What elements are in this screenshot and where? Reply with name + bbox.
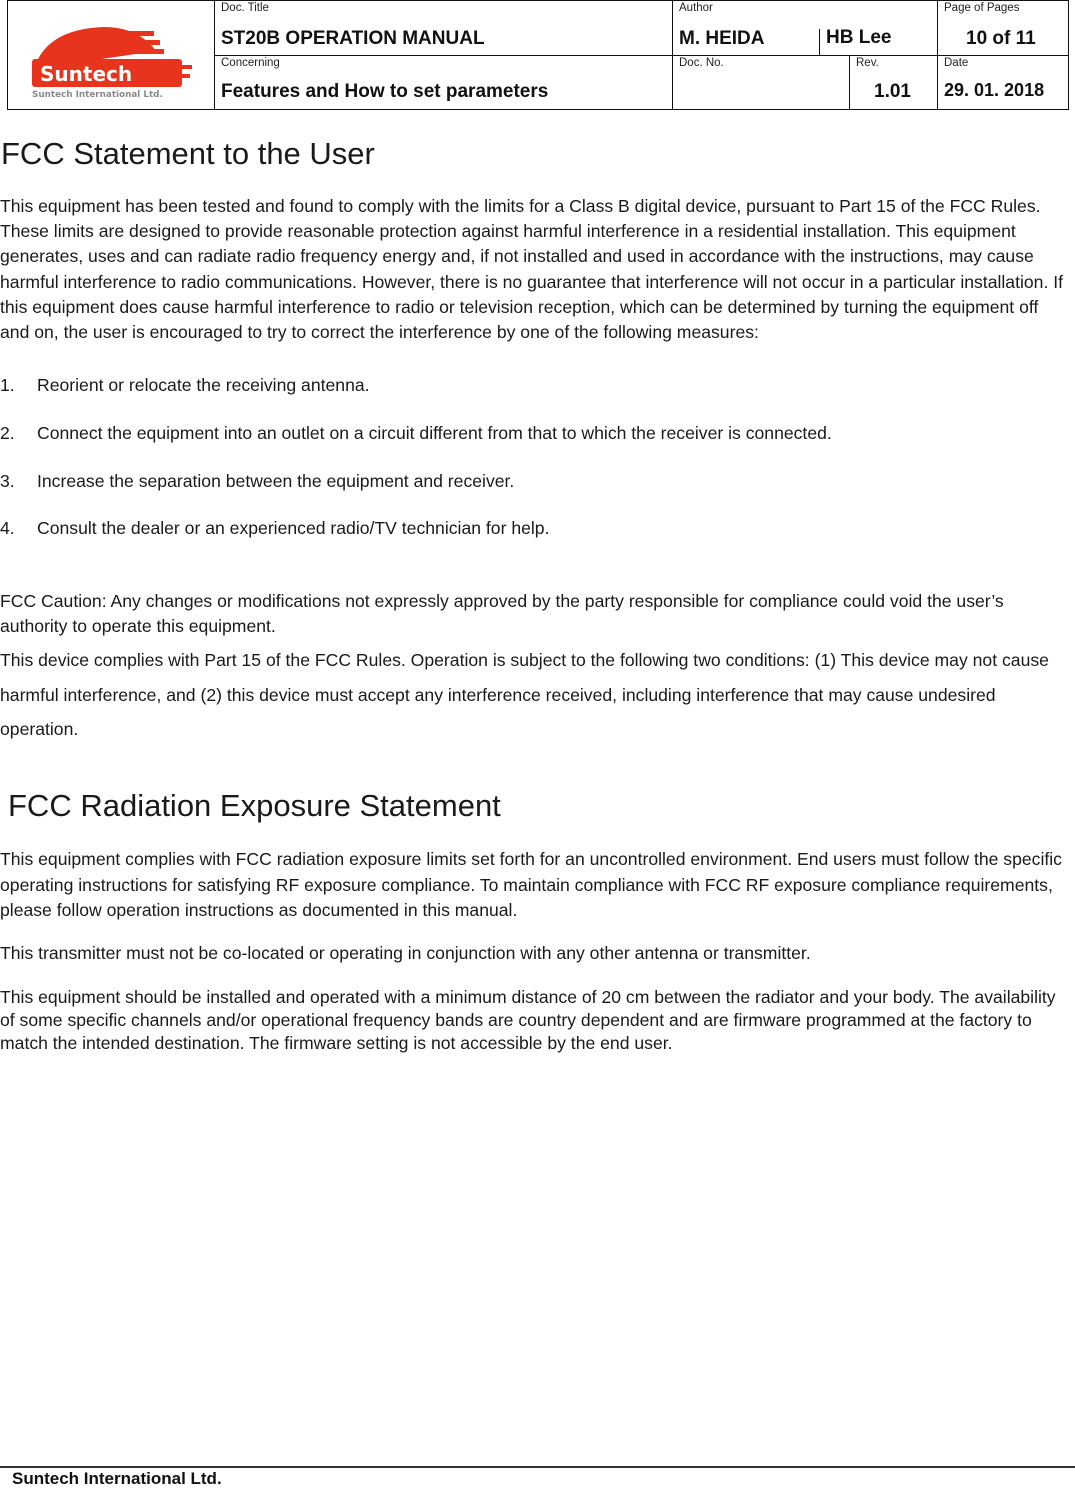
author: M. HEIDA <box>679 28 765 49</box>
author-label: Author <box>679 2 713 14</box>
list-text: Connect the equipment into an outlet on a circuit different from that to which the receiver is connected. <box>37 423 832 443</box>
company-logo <box>26 21 196 106</box>
section-heading-radiation-exposure: FCC Radiation Exposure Statement <box>8 788 501 823</box>
concerning: Features and How to set parameters <box>221 81 549 102</box>
rev-label: Rev. <box>856 57 879 69</box>
list-number: 2. <box>0 423 15 443</box>
list-item <box>0 518 549 539</box>
doc-no-label: Doc. No. <box>679 57 724 69</box>
date: 29. 01. 2018 <box>944 80 1045 100</box>
list-text: Increase the separation between the equipment and receiver. <box>37 471 515 491</box>
fcc-compliance-paragraph: This device complies with Part 15 of the FCC Rules. Operation is subject to the following two conditions: (1) This device may not cause harmful interference, and (2) this device must accept any interference received, including interference that may cause undesired operation. <box>0 650 1049 739</box>
doc-title-label: Doc. Title <box>221 2 269 14</box>
page-number: 10 of 11 <box>966 28 1036 49</box>
concerning-label: Concerning <box>221 57 280 69</box>
radiation-paragraph-3: This equipment should be installed and operated with a minimum distance of 20 cm between the radiator and your body. The availability of some specific channels and/or operational frequency bands are country dependent and are firmware programmed at the factory to match the intended destination. The firmware setting is not accessible by the end user. <box>0 987 1056 1053</box>
fcc-caution-paragraph: FCC Caution: Any changes or modifications not expressly approved by the party responsible for compliance could void the user’s authority to operate this equipment. <box>0 591 1004 637</box>
doc-title: ST20B OPERATION MANUAL <box>221 28 485 49</box>
date-label: Date <box>944 57 969 69</box>
logo-subtext: Suntech International Ltd. <box>32 90 163 100</box>
co-author: HB Lee <box>826 27 892 48</box>
fcc-intro-paragraph: This equipment has been tested and found to comply with the limits for a Class B digital device, pursuant to Part 15 of the FCC Rules. These limits are designed to provide reasonable protection against harmful interference in a residential installation. This equipment generates, uses and can radiate radio frequency energy and, if not installed and used in accordance with the instructions, may cause harmful interference to radio communications. However, there is no guarantee that interference will not occur in a particular installation. If this equipment does cause harmful interference to radio or television reception, which can be determined by turning the equipment off and on, the user is encouraged to try to correct the interference by one of the following measures: <box>0 196 1064 343</box>
radiation-paragraph-2: This transmitter must not be co-located or operating in conjunction with any other antenna or transmitter. <box>0 943 811 963</box>
revision: 1.01 <box>874 81 911 102</box>
list-number: 4. <box>0 518 15 538</box>
list-text: Consult the dealer or an experienced radio/TV technician for help. <box>37 518 550 538</box>
footer-divider <box>0 1466 1075 1468</box>
document-header <box>7 0 1069 110</box>
section-heading-fcc-statement: FCC Statement to the User <box>1 136 375 171</box>
radiation-paragraph-1: This equipment complies with FCC radiation exposure limits set forth for an uncontrolled environment. End users must follow the specific operating instructions for satisfying RF exposure compliance. To maintain compliance with FCC RF exposure compliance requirements, please follow operation instructions as documented in this manual. <box>0 849 1062 920</box>
list-text: Reorient or relocate the receiving antenna. <box>37 375 370 395</box>
header-divider <box>849 55 850 109</box>
header-divider <box>819 29 820 55</box>
page-label: Page of Pages <box>944 2 1020 14</box>
logo-wordmark: Suntech <box>40 62 133 86</box>
header-divider <box>214 55 1068 56</box>
footer-company: Suntech International Ltd. <box>12 1469 222 1488</box>
list-number: 3. <box>0 471 15 491</box>
list-item <box>0 423 832 444</box>
list-number: 1. <box>0 375 15 395</box>
list-item <box>0 471 514 492</box>
list-item <box>0 375 370 396</box>
